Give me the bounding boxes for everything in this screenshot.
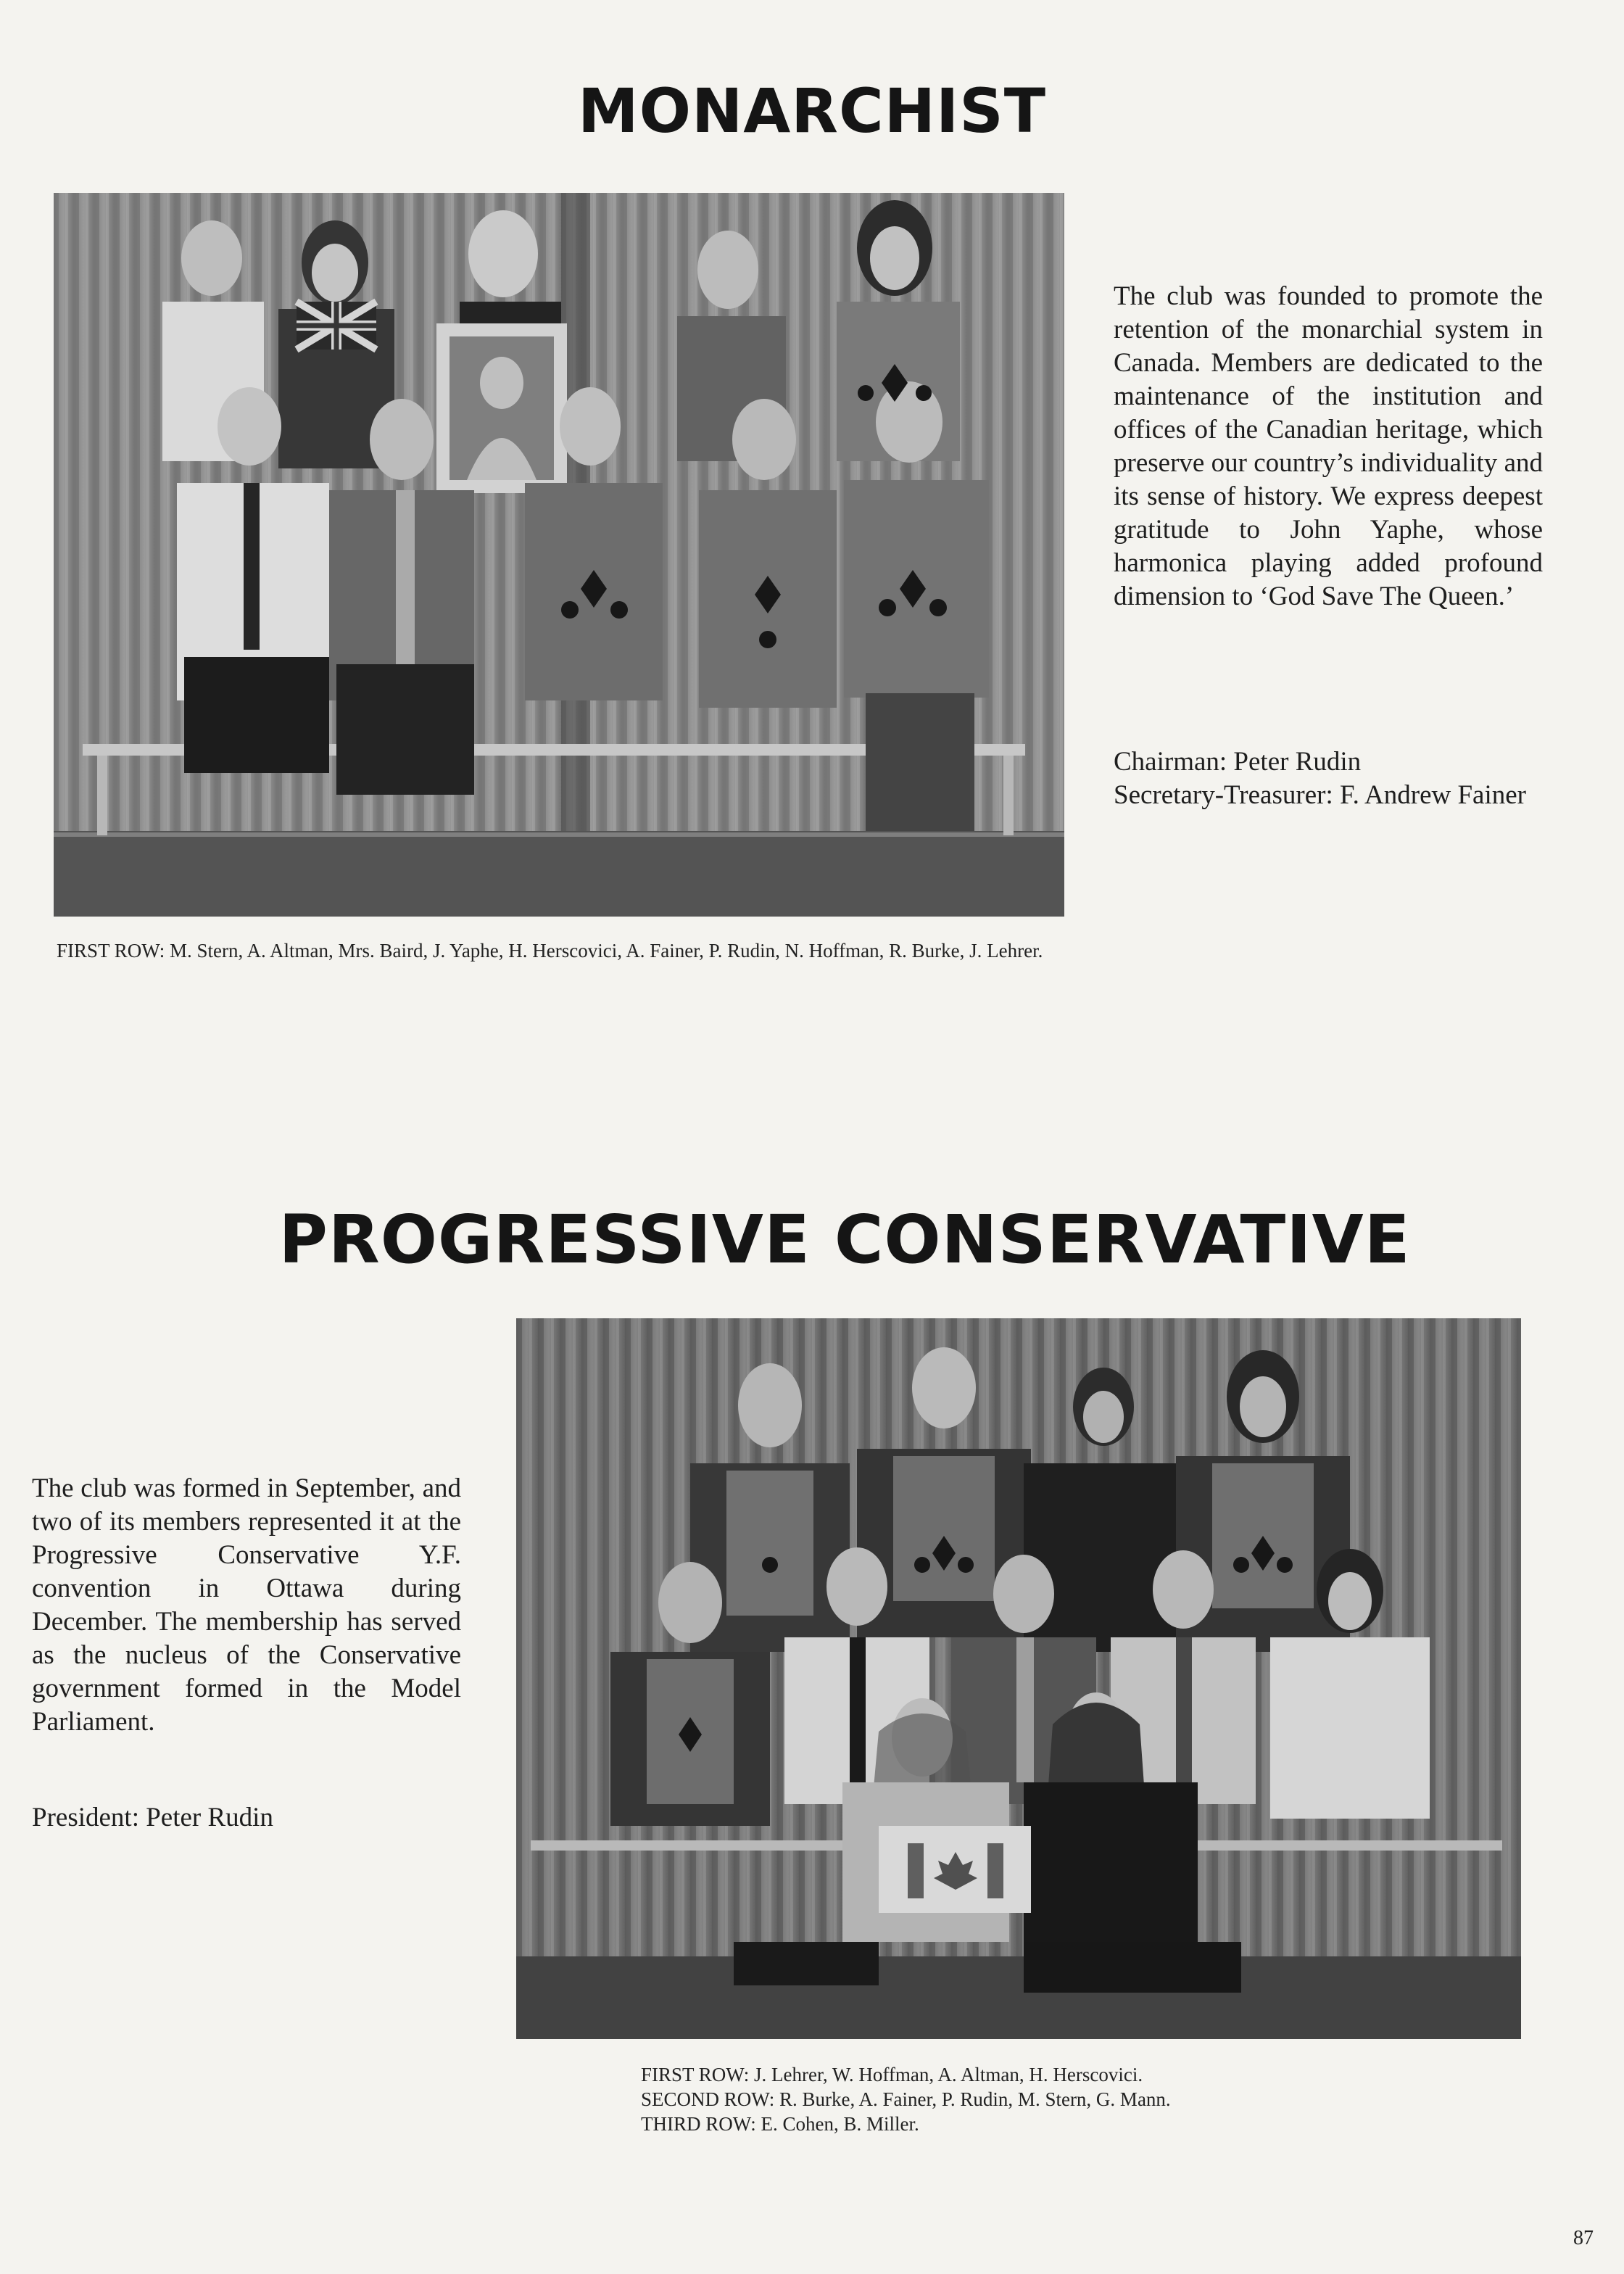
monarchist-description-text: The club was founded to promote the retention of the monarchial system in Canada. Members are dedicated to the maintenance of the institution and offices of the Canadian heritage, which preserve our country’s individuality and its sense of history. We express deepest gratitude to John Yaphe, whose harmonica playing added profound dimension to ‘God Save The Queen.’ (1114, 281, 1543, 611)
monarchist-secretary-treasurer: Secretary-Treasurer: F. Andrew Fainer (1114, 780, 1527, 810)
monarchist-chairman: Chairman: Peter Rudin (1114, 747, 1362, 777)
progressive-conservative-title: PROGRESSIVE CONSERVATIVE (278, 1201, 1411, 1278)
monarchist-title: MONARCHIST (578, 75, 1046, 146)
pc-caption-third-row: THIRD ROW: E. Cohen, B. Miller. (641, 2113, 919, 2135)
progressive-conservative-president: President: Peter Rudin (32, 1803, 273, 1832)
pc-caption-second-row: SECOND ROW: R. Burke, A. Fainer, P. Rudin, M. Stern, G. Mann. (641, 2088, 1171, 2110)
progressive-conservative-description-text: The club was formed in September, and two of its members represented it at the Progressive Conservative Y.F. convention in Ottawa during December. The membership has served as the nucleus of the Conservative government formed in the Model Parliament. (32, 1473, 461, 1737)
monarchist-group-photo (54, 193, 1064, 917)
page-number: 87 (1573, 2227, 1594, 2249)
pc-caption-first-row: FIRST ROW: J. Lehrer, W. Hoffman, A. Altman, H. Herscovici. (641, 2064, 1143, 2085)
progressive-conservative-group-photo (516, 1318, 1521, 2039)
monarchist-description (1114, 280, 1543, 613)
progressive-conservative-description (32, 1472, 461, 1739)
progressive-conservative-photo-caption (641, 2062, 1395, 2136)
monarchist-photo-caption: FIRST ROW: M. Stern, A. Altman, Mrs. Baird, J. Yaphe, H. Herscovici, A. Fainer, P. Rudin, N. Hoffman, R. Burke, J. Lehrer. (57, 940, 1043, 962)
monarchist-officers (1114, 745, 1543, 812)
progressive-conservative-officers (32, 1801, 461, 1835)
